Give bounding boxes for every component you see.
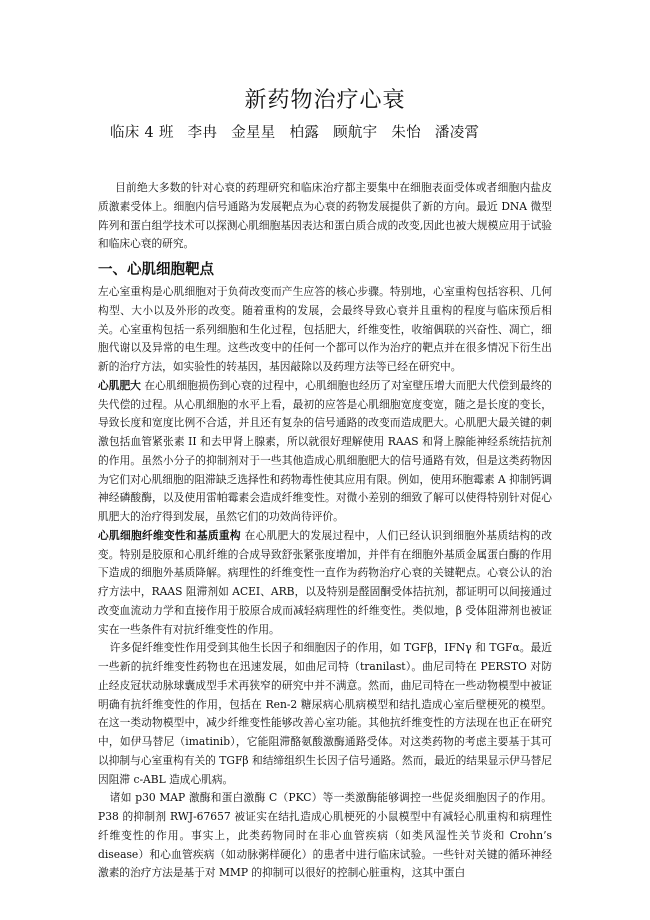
- section-heading: 一、心肌细胞靶点: [98, 262, 214, 278]
- section-body: [98, 283, 552, 883]
- body-paragraph: 许多促纤维变性作用受到其他生长因子和细胞因子的作用，如 TGFβ，IFNγ 和 TGFα。最近一些新的抗纤维变性药物也在迅速发展，如曲尼司特（tranilast）。曲尼司特在 PERSTO 对防止经皮冠状动脉球囊成型手术再狭窄的研究中并不满意。然而，曲尼司特在一些动物模型中被证明确有抗纤维变性的作用，包括在 Ren-2 糖尿病心肌病模型和结扎造成心室后壁梗死的模型。在这一类动物模型中，减少纤维变性能够改善心室功能。其他抗纤维变性的方法现在也正在研究中，如伊马替尼（imatinib），它能阻滞酪氨酸激酶通路受体。对这类药物的考虑主要基于其可以抑制与心室重构有关的 TGFβ 和结缔组织生长因子信号通路。然而，最近的结果显示伊马替尼因阻滞 c-ABL 造成心肌病。: [98, 641, 552, 786]
- author-name: 金星星: [231, 125, 276, 141]
- abstract-paragraph: 目前绝大多数的针对心衰的药理研究和临床治疗都主要集中在细胞表面受体或者细胞内盐皮质激素受体上。细胞内信号通路为发展靶点为心衰的药物发展提供了新的方向。最近 DNA 微型阵列和蛋白组学技术可以探测心肌细胞基因表达和蛋白质合成的改变,因此也被大规模应用于试验和临床心衰的研究。: [98, 181, 552, 251]
- author-name: 李冉: [187, 125, 218, 141]
- author-name: 潘凌霄: [434, 125, 480, 141]
- body-paragraph: 左心室重构是心肌细胞对于负荷改变而产生应答的核心步骤。特别地，心室重构包括容积、几何构型、大小以及外形的改变。随着重构的发展，会最终导致心衰并且重构的程度与临床预后相关。心室重构包括一系列细胞和生化过程，包括肥大，纤维变性，收缩偶联的兴奋性、凋亡，细胞代谢以及异常的电生理。这些改变中的任何一个都可以作为治疗的靶点并在很多情况下衍生出新的治疗方法，如实验性的转基因，基因敲除以及药理方法等已经在研究中。: [98, 285, 552, 373]
- author-name: 朱怡: [391, 125, 421, 141]
- author-name: 顾航宇: [333, 125, 378, 141]
- author-class: 临床 4 班: [110, 125, 174, 141]
- author-list: [110, 121, 590, 142]
- body-paragraph: 诸如 p30 MAP 激酶和蛋白激酶 C（PKC）等一类激酶能够调控一些促炎细胞因子的作用。P38 的抑制剂 RWJ-67657 被证实在结扎造成心肌梗死的小鼠模型中有减轻心肌重构和病理性纤维变性的作用。事实上，此类药物同时在非心血管疾病（如类风湿性关节炎和 Crohn’s disease）和心血管疾病（如动脉粥样硬化）的患者中进行临床试验。一些针对关键的循环神经激素的治疗方法是基于对 MMP 的抑制可以很好的控制心脏重构，这其中蛋白: [98, 791, 552, 880]
- page-title: 新药物治疗心衰: [244, 88, 406, 113]
- paragraph-text: 在心肌肥大的发展过程中，人们已经认识到细胞外基质结构的改变。特别是胶原和心肌纤维的合成导致舒张紧张度增加，并伴有在细胞外基质金属蛋白酶的作用下造成的细胞外基质降解。病理性的纤维变性一直作为药物治疗心衰的关键靶点。心衰公认的治疗方法中，RAAS 阻滞剂如 ACEI、ARB，以及特别是醛固酮受体拮抗剂，都证明可以间接通过改变血流动力学和直接作用于胶原合成而减轻病理性的纤维变性。类似地，β 受体阻滞剂也被证实在一些条件有对抗纤维变性的作用。: [98, 528, 552, 636]
- subsection-heading: 心肌细胞纤维变性和基质重构: [98, 528, 241, 542]
- author-name: 柏露: [289, 125, 320, 141]
- paragraph-text: 在心肌细胞损伤到心衰的过程中，心肌细胞也经历了对室壁压增大而肥大代偿到最终的失代偿的过程。从心肌细胞的水平上看，最初的应答是心肌细胞宽度变宽，随之是长度的变长，导致长度和宽度比例不合适，并且还有复杂的信号通路的改变而造成肥大。心肌肥大最关键的刺激包括血管紧张素 II 和去甲肾上腺素，所以就很好理解使用 RAAS 和肾上腺能神经系统拮抗剂的作用。虽然小分子的抑制剂对于一些其他造成心肌细胞肥大的信号通路有效，但是这类药物因为它们对心肌细胞的阻滞缺乏选择性和药物毒性使其应用有限。例如，使用环胞霉素 A 抑制钙调神经磷酸酶，以及使用雷帕霉素会造成纤维变性。对微小差别的细致了解可以使得特别针对促心肌肥大的治疗得到发展，虽然它们的功效尚待评价。: [98, 378, 552, 523]
- subsection-heading: 心肌肥大: [98, 378, 141, 392]
- body-paragraph: [98, 377, 552, 527]
- body-paragraph: [98, 527, 552, 640]
